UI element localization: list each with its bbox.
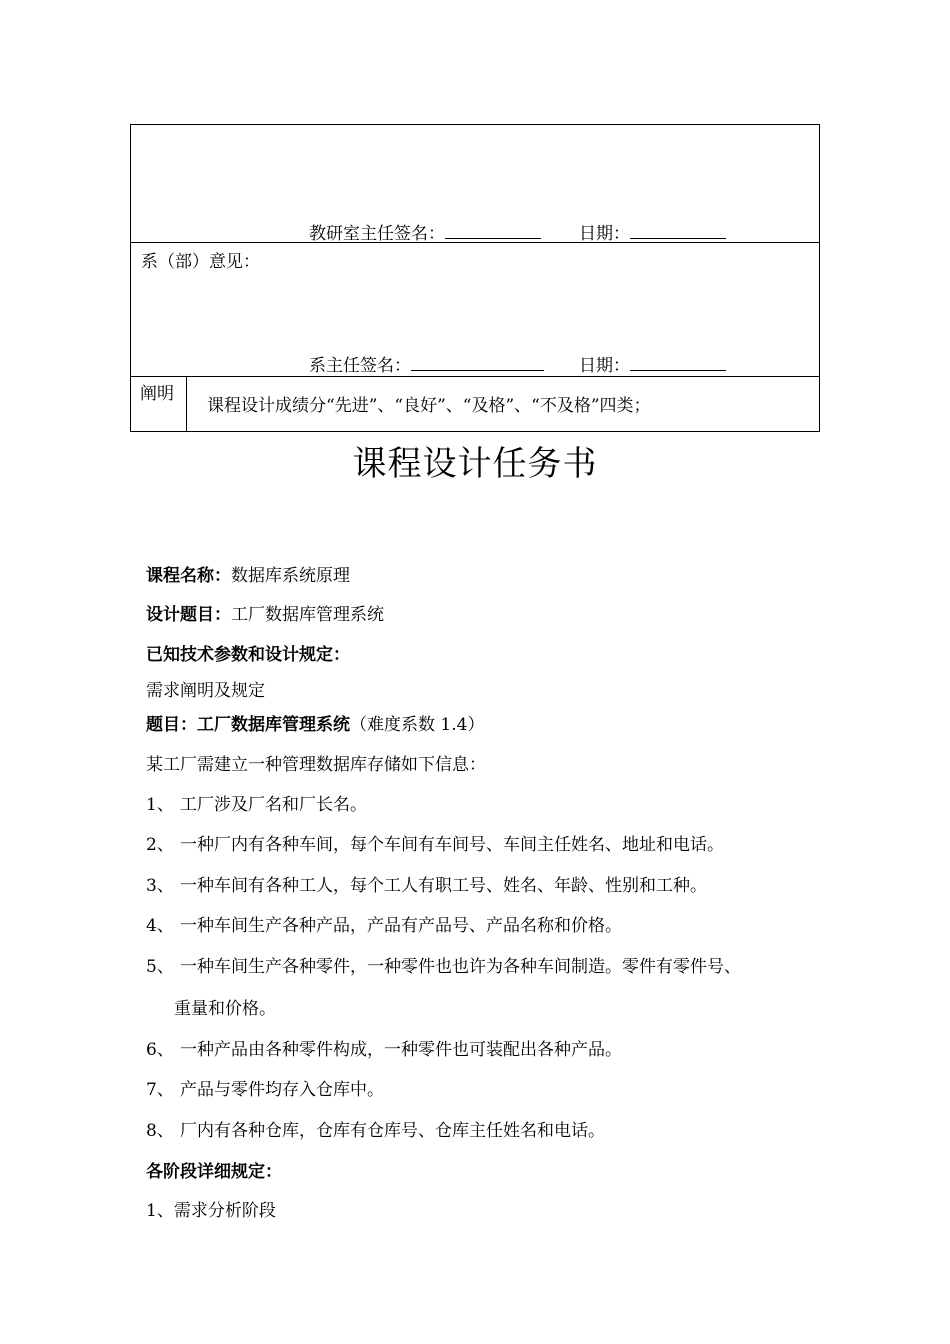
lab-director-row	[131, 125, 819, 243]
list-item-text: 一种车间生产各种零件，一种零件也也许为各种车间制造。零件有零件号、	[180, 957, 741, 977]
list-item-number: 8、	[146, 1121, 174, 1141]
list-item-text: 工厂涉及厂名和厂长名。	[180, 795, 367, 815]
explanation-label: 阐明	[140, 384, 174, 404]
list-item	[146, 790, 367, 815]
explanation-text: 课程设计成绩分“先进”、“良好”、“及格”、“不及格”四类；	[207, 396, 651, 416]
list-item-text: 一种车间生产各种产品，产品有产品号、产品名称和价格。	[180, 916, 622, 936]
department-head-date-blank[interactable]	[630, 369, 726, 371]
department-head-sign-blank[interactable]	[411, 369, 544, 371]
page-title: 课程设计任务书	[352, 444, 598, 484]
list-item	[146, 1116, 605, 1141]
list-item-number: 5、	[146, 957, 174, 977]
lab-director-date-label: 日期：	[579, 224, 630, 244]
course-name-line	[146, 561, 350, 586]
lab-director-date-blank[interactable]	[630, 237, 726, 239]
department-head-date	[579, 351, 726, 376]
list-item-number: 6、	[146, 1040, 174, 1060]
subject-note: （难度系数 1.4）	[350, 715, 485, 735]
list-item-number: 1、	[146, 795, 174, 815]
list-item-text: 一种产品由各种零件构成，一种零件也可装配出各种产品。	[180, 1040, 622, 1060]
lab-director-signature	[309, 219, 541, 244]
requirements-label: 需求阐明及规定	[146, 681, 265, 701]
list-item	[146, 830, 724, 855]
lab-director-sign-blank[interactable]	[445, 237, 541, 239]
list-item-text: 厂内有各种仓库，仓库有仓库号、仓库主任姓名和电话。	[180, 1121, 605, 1141]
list-item	[146, 1075, 384, 1100]
course-name-label: 课程名称：	[146, 566, 231, 586]
list-item	[146, 871, 707, 896]
lab-director-date	[579, 219, 726, 244]
list-item-number: 7、	[146, 1080, 174, 1100]
list-item-number: 3、	[146, 876, 174, 896]
department-opinion-label: 系（部）意见：	[141, 252, 260, 272]
list-item-text: 一种车间有各种工人，每个工人有职工号、姓名、年龄、性别和工种。	[180, 876, 707, 896]
params-heading: 已知技术参数和设计规定：	[146, 645, 350, 665]
list-item	[146, 1035, 622, 1060]
course-name-value: 数据库系统原理	[231, 566, 350, 586]
list-item-continuation: 重量和价格。	[174, 999, 276, 1019]
department-head-date-label: 日期：	[579, 356, 630, 376]
list-item	[146, 911, 622, 936]
department-head-signature	[309, 351, 544, 376]
approval-form-table	[130, 124, 820, 432]
design-topic-line	[146, 600, 384, 625]
stage-one-text: 1、需求分析阶段	[146, 1201, 276, 1221]
list-item-number: 2、	[146, 835, 174, 855]
subject-line	[146, 710, 484, 735]
design-topic-label: 设计题目：	[146, 605, 231, 625]
explanation-label-cell	[131, 377, 187, 431]
list-item-number: 4、	[146, 916, 174, 936]
design-topic-value: 工厂数据库管理系统	[231, 605, 384, 625]
list-item-text: 产品与零件均存入仓库中。	[180, 1080, 384, 1100]
intro-text: 某工厂需建立一种管理数据库存储如下信息：	[146, 755, 486, 775]
stages-heading: 各阶段详细规定：	[146, 1162, 282, 1182]
lab-director-sign-label: 教研室主任签名：	[309, 224, 445, 244]
list-item-text: 一种厂内有各种车间，每个车间有车间号、车间主任姓名、地址和电话。	[180, 835, 724, 855]
department-head-sign-label: 系主任签名：	[309, 356, 411, 376]
explanation-row	[131, 377, 819, 431]
list-item	[146, 952, 741, 977]
subject-label: 题目：工厂数据库管理系统	[146, 715, 350, 735]
department-opinion-row	[131, 243, 819, 377]
